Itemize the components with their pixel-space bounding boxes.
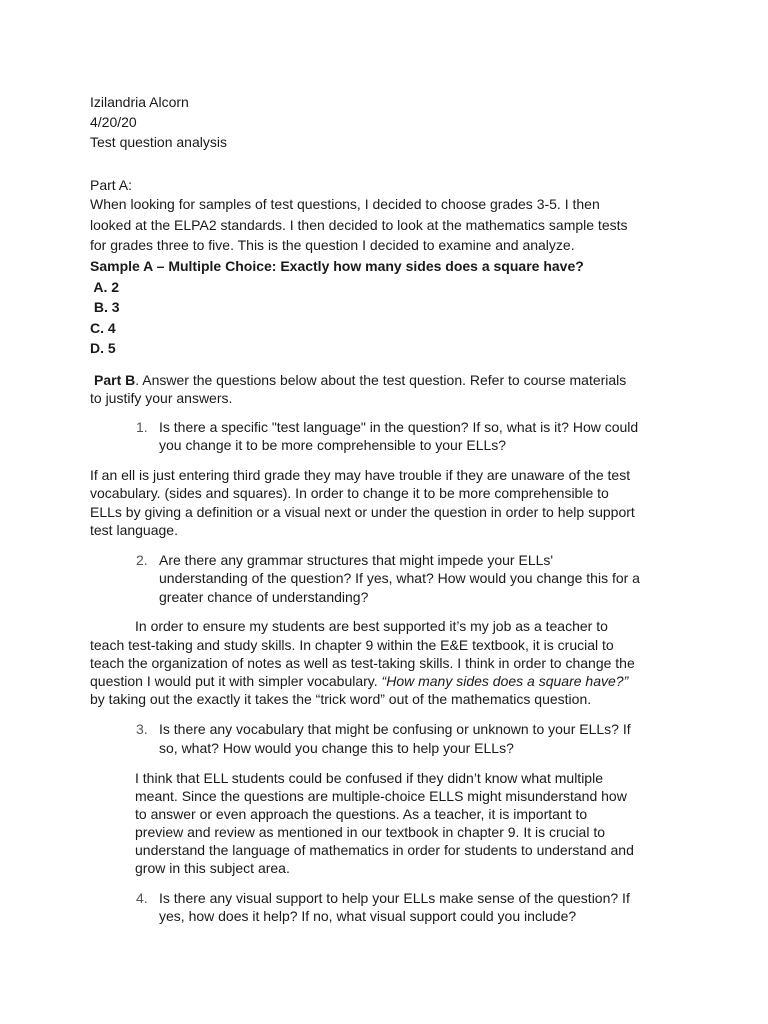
author-name: Izilandria Alcorn — [90, 94, 189, 110]
question-line: so, what? How would you change this to help your ELLs? — [159, 740, 514, 756]
question-number: 4. — [136, 890, 148, 906]
answer-line: by taking out the exactly it takes the “trick word” out of the mathematics question. — [90, 691, 592, 707]
answer-option: A. 2 — [90, 279, 120, 295]
answer-line: I think that ELL students could be confused if they didn’t know what multiple — [135, 770, 603, 786]
answer-option: C. 4 — [90, 320, 116, 336]
answer-line: ELLs by giving a definition or a visual next or under the question in order to help support — [90, 504, 635, 520]
part-a-intro-line: When looking for samples of test questions, I decided to choose grades 3-5. I then — [90, 196, 600, 212]
question-line: yes, how does it help? If no, what visual support could you include? — [159, 908, 577, 924]
question-line: greater chance of understanding? — [159, 589, 369, 605]
document-title: Test question analysis — [90, 134, 227, 150]
answer-line: teach test-taking and study skills. In chapter 9 within the E&E textbook, it is crucial to — [90, 637, 614, 653]
answer-line: If an ell is just entering third grade they may have trouble if they are unaware of the test — [90, 467, 631, 483]
answer-line: teach the organization of notes as well as test-taking skills. I think in order to change the — [90, 655, 635, 671]
question-line: Is there any visual support to help your ELLs make sense of the question? If — [159, 890, 630, 906]
answer-line: test language. — [90, 522, 178, 538]
answer-option: D. 5 — [90, 340, 116, 356]
question-number: 3. — [136, 721, 148, 737]
part-b-instruction-line: to justify your answers. — [90, 390, 233, 406]
question-line: Is there any vocabulary that might be confusing or unknown to your ELLs? If — [159, 721, 631, 737]
quoted-question: “How many sides does a square have?” — [381, 673, 629, 689]
answer-line-text: question I would put it with simpler vocabulary. — [90, 673, 382, 689]
document-date: 4/20/20 — [90, 114, 137, 130]
question-line: understanding of the question? If yes, what? How would you change this for a — [159, 570, 640, 586]
question-line: Are there any grammar structures that might impede your ELLs' — [159, 552, 554, 568]
part-a-label: Part A: — [90, 177, 133, 193]
part-b-instruction-text: . Answer the questions below about the test question. Refer to course materials — [135, 372, 627, 388]
answer-line: vocabulary. (sides and squares). In order to change it to be more comprehensible to — [90, 485, 609, 501]
answer-line: understand the language of mathematics in order for students to understand and — [135, 842, 634, 858]
part-b-instruction — [94, 371, 626, 389]
answer-line: In order to ensure my students are best supported it’s my job as a teacher to — [135, 618, 608, 634]
question-number: 1. — [136, 419, 148, 435]
sample-question: Sample A – Multiple Choice: Exactly how many sides does a square have? — [90, 258, 584, 274]
answer-line: grow in this subject area. — [135, 860, 290, 876]
question-line: you change it to be more comprehensible to your ELLs? — [159, 437, 507, 453]
part-b-label: Part B — [94, 372, 136, 388]
answer-line — [90, 672, 628, 690]
part-a-intro-line: for grades three to five. This is the question I decided to examine and analyze. — [90, 237, 575, 253]
answer-line: preview and review as mentioned in our textbook in chapter 9. It is crucial to — [135, 824, 606, 840]
answer-line: meant. Since the questions are multiple-choice ELLS might misunderstand how — [135, 788, 627, 804]
part-a-intro-line: looked at the ELPA2 standards. I then decided to look at the mathematics sample tests — [90, 217, 628, 233]
answer-option: B. 3 — [90, 299, 120, 315]
answer-line: to answer or even approach the questions. As a teacher, it is important to — [135, 806, 588, 822]
question-line: Is there a specific "test language" in the question? If so, what is it? How could — [159, 419, 639, 435]
question-number: 2. — [136, 552, 148, 568]
